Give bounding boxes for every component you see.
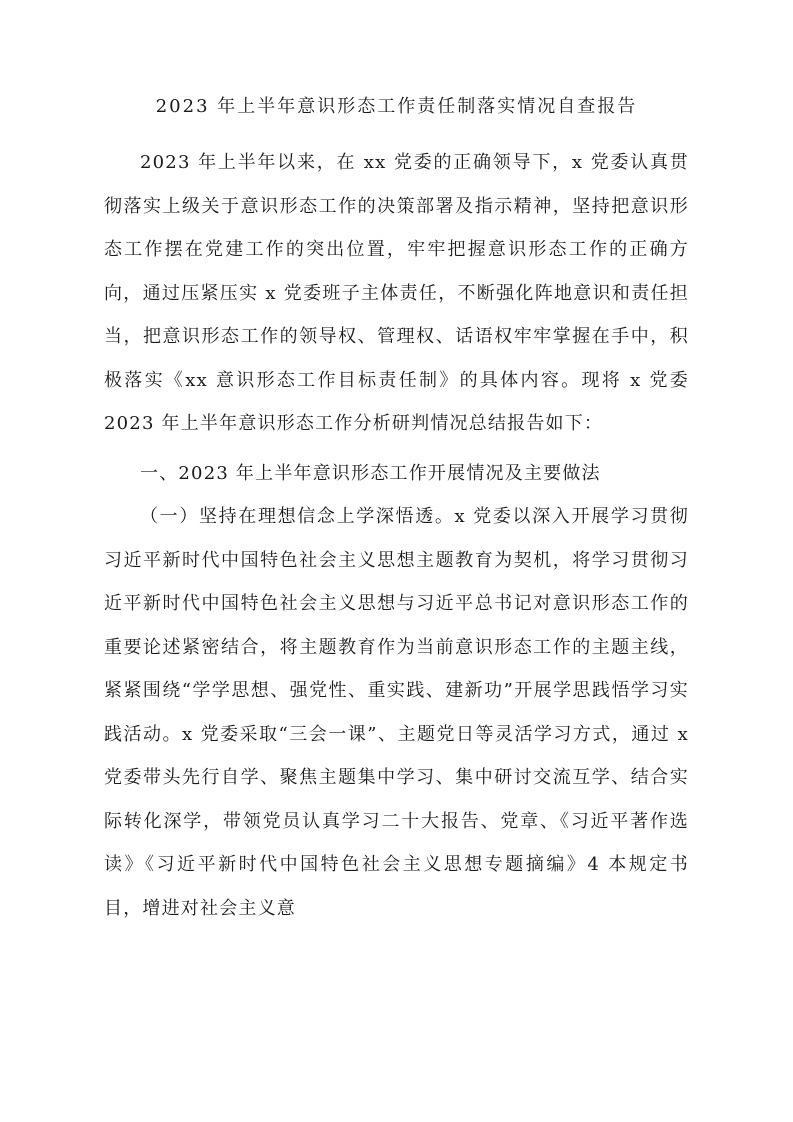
document-title: 2023 年上半年意识形态工作责任制落实情况自查报告 [155, 96, 638, 117]
document-body [104, 141, 689, 930]
section-paragraph: （一）坚持在理想信念上学深悟透。x 党委以深入开展学习贯彻习近平新时代中国特色社会主义思想主题教育为契机，将学习贯彻习近平新时代中国特色社会主义思想与习近平总书记对意识形态工作的重要论述紧密结合，将主题教育作为当前意识形态工作的主题主线，紧紧围绕“学学思想、强党性、重实践、建新功”开展学思践悟学习实践活动。x 党委采取“三会一课”、主题党日等灵活学习方式，通过 x 党委带头先行自学、聚焦主题集中学习、集中研讨交流互学、结合实际转化深学，带领党员认真学习二十大报告、党章、《习近平著作选读》《习近平新时代中国特色社会主义思想专题摘编》4 本规定书目，增进对社会主义意 [104, 506, 689, 919]
section-heading: 一、2023 年上半年意识形态工作开展情况及主要做法 [140, 462, 601, 484]
intro-paragraph: 2023 年上半年以来，在 xx 党委的正确领导下，x 党委认真贯彻落实上级关于意识形态工作的决策部署及指示精神，坚持把意识形态工作摆在党建工作的突出位置，牢牢把握意识形态工作的正确方向，通过压紧压实 x 党委班子主体责任，不断强化阵地意识和责任担当，把意识形态工作的领导权、管理权、话语权牢牢掌握在手中，积极落实《xx 意识形态工作目标责任制》的具体内容。现将 x 党委 2023 年上半年意识形态工作分析研判情况总结报告如下： [104, 152, 689, 434]
